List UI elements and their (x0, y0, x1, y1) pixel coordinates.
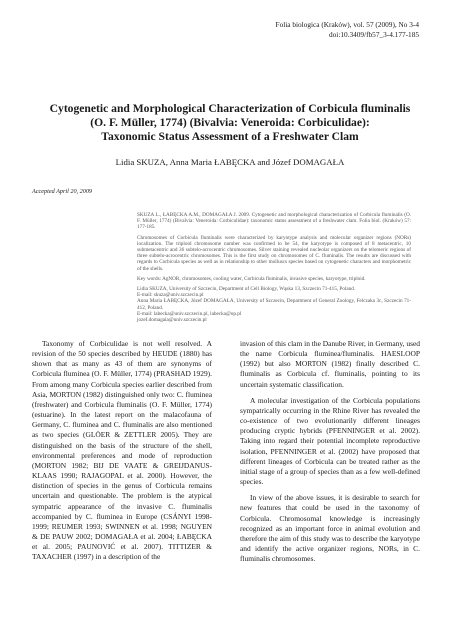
email-2: E-mail: labecka@univ.szczecin.pl, labecka@op.pl (137, 310, 242, 317)
title-line-3: Taxonomic Status Assessment of a Freshwater Clam (101, 130, 359, 143)
right-column (240, 339, 420, 564)
abstract-body: Chromosomes of Corbicula fluminalis were characterized by karyotype analysis and molecular organizer regions (NORs) localization. The triploid chromosome number was confirmed to be 54, the karyotype is composed of 8 metacentric, 10 submetacentric and 36 subtelo-acrocentric chromosomes. Silver staining revealed nucleolar organizers on the telomeric regions of three subtelo-acrocentric chromosomes. This is the first study on chromosomes of C. fluminalis. The results are discussed with regards to Corbicula species as well as in relationship to other molluscs species based on cytogenetic characters and morphometric of the shells. (137, 234, 411, 272)
abstract-citation: SKUZA L., ŁABĘCKA A.M., DOMAGAŁA J. 2009. Cytogenetic and morphological characterization of Corbicula fluminalis (O. F. Müller, 1774) (Bivalvia: Veneroida: Corbiculidae): taxonomic status assessment of a freshwater clam. Folia biol. (Kraków) 57: 177-185. (137, 212, 411, 231)
intro-paragraph-3: A molecular investigation of the Corbicula populations sympatrically occurring in the Rhine River has revealed the co-existence of two evolutionarily different lineages producing cryptic hybrids (PFENNINGER et al. 2002). Taking into regard their potential incomplete reproductive isolation, PFENNINGER et al. (2002) have proposed that different lineages of Corbicula can be treated rather as the initial stage of a group of species than as a few well-defined species. (240, 395, 420, 487)
intro-paragraph-1: Taxonomy of Corbiculidae is not well resolved. A revision of the 50 species described by HEUDE (1880) has shown that as many as 43 of them are synonyms of Corbicula fluminea (O. F. Müller, 1774) (PRASHAD 1929). From among many Corbicula species earlier described from Asia, MORTON (1982) distinguished only two: C. fluminea (freshwater) and Corbicula fluminalis (O. F. Müller, 1774) (estuarine). In the latest report on the malacofauna of Germany, C. fluminea and C. fluminalis are also mentioned as two species (GLÖER & ZETTLER 2005). They are distinguished on the basis of the structure of the shell, environmental preferences and mode of reproduction (MORTON 1982; BIJ DE VAATE & GREIJDANUS-KLAAS 1990; RAJAGOPAL et al. 2000). However, the distinction of species in the genus of Corbicula remains uncertain and questionable. The problem is the atypical sympatric appearance of the invasive C. fluminalis accompanied by C. fluminea in Europe (CSÁNYI 1998-1999; REUMER 1993; SWINNEN et al. 1998; NGUYEN & DE PAUW 2002; DOMAGAŁA et al. 2004; ŁABĘCKA et al. 2005; PAUNOVIĆ et al. 2007). TITTIZER & TAXACHER (1997) in a description of the (32, 339, 212, 562)
title-line-2: (O. F. Müller, 1774) (Bivalvia: Veneroida: Corbiculidae): (90, 116, 370, 129)
intro-paragraph-4: In view of the above issues, it is desirable to search for new features that could be used in the taxonomy of Corbicula. Chromosomal knowledge is increasingly recognized as an important force in animal evolution and therefore the aim of this study was to describe the karyotype and identify the active organizer regions, NORs, in C. fluminalis chromosomes. (240, 493, 420, 564)
title-line-1: Cytogenetic and Morphological Characterization of Corbicula fluminalis (49, 102, 411, 115)
left-column (32, 339, 212, 562)
affiliation-2: Anna Maria ŁABĘCKA, Józef DOMAGAŁA, University of Szczecin, Department of General Zoology, Felczaka 3c, Szczecin 71-412, Poland. (137, 298, 411, 311)
intro-paragraph-2: invasion of this clam in the Danube River, in Germany, used the name Corbicula fluminea/fluminalis. HAESLOOP (1992) but also MORTON (1982) finally described C. fluminalis as Corbicula cf. fluminalis, pointing to its uncertain systematic classification. (240, 339, 420, 389)
authors: Lidia SKUZA, Anna Maria ŁABĘCKA and Józef DOMAGAŁA (115, 157, 345, 167)
accepted-date: Accepted April 20, 2009 (32, 188, 93, 195)
journal-citation: Folia biologica (Kraków), vol. 57 (2009), No 3-4 (275, 20, 419, 29)
journal-header (276, 20, 419, 40)
paper-title (30, 102, 430, 144)
email-3: jozef.domagala@univ.szczecin.pl (137, 317, 207, 324)
keywords: Key words: AgNOR, chromosomes, cooling water, Corbicula fluminalis, invasive species, karyotype, triploid. (137, 275, 366, 282)
abstract-block (137, 212, 411, 323)
affiliation-1: Lidia SKUZA, University of Szczecin, Department of Cell Biology, Wąska 13, Szczecin 71-415, Poland. (137, 286, 356, 293)
doi: doi:10.3409/fb57_3-4.177-185 (329, 30, 419, 39)
email-1: E-mail: skuza@univ.szczecin.pl (137, 292, 204, 299)
